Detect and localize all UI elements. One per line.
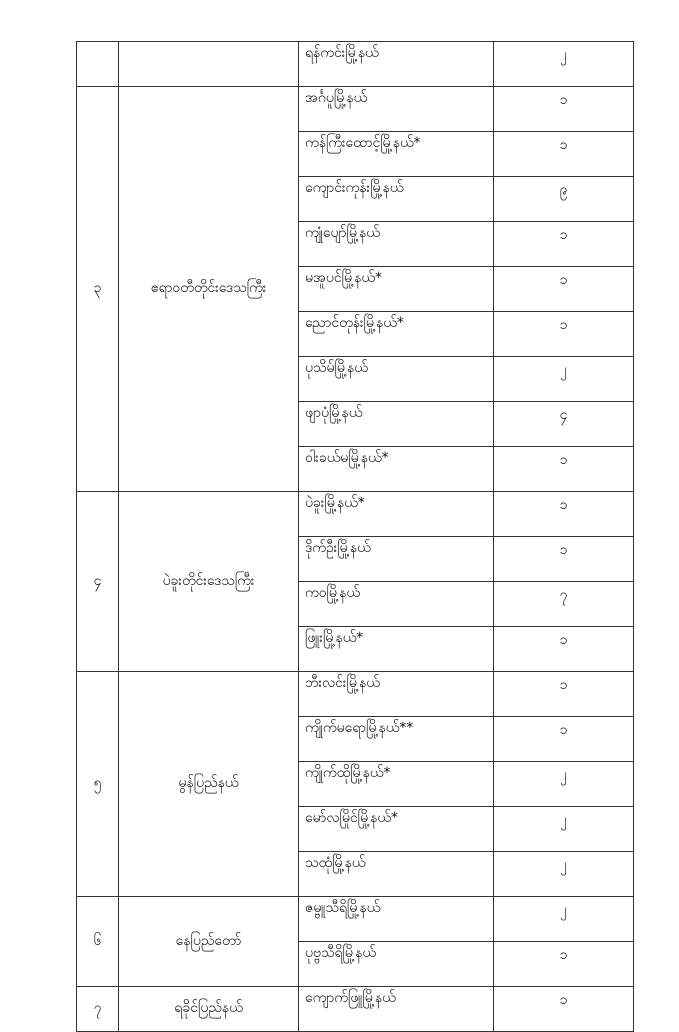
township-name: မအူပင်မြို့နယ်* <box>299 267 494 312</box>
count-value: ၁ <box>494 627 634 672</box>
township-name: ကျိုက်မရောမြို့နယ်** <box>299 717 494 762</box>
row-number: ၇ <box>77 987 119 1032</box>
count-value: ၂ <box>494 762 634 807</box>
count-value: ၁ <box>494 987 634 1032</box>
count-value: ၁ <box>494 312 634 357</box>
count-value: ၄ <box>494 402 634 447</box>
township-name: ကျောင်းကုန်းမြို့နယ် <box>299 177 494 222</box>
township-name: ကျုံပျော်မြို့နယ် <box>299 222 494 267</box>
count-value: ၁ <box>494 132 634 177</box>
count-value: ၂ <box>494 42 634 87</box>
row-number: ၄ <box>77 492 119 672</box>
region-name: နေပြည်တော် <box>119 897 299 987</box>
township-name: အင်္ဂပူမြို့နယ် <box>299 87 494 132</box>
row-number: ၃ <box>77 87 119 492</box>
count-value: ၁ <box>494 87 634 132</box>
count-value: ၁ <box>494 537 634 582</box>
table-row <box>77 492 634 537</box>
township-name: မော်လမြိုင်မြို့နယ်* <box>299 807 494 852</box>
region-name: ရခိုင်ပြည်နယ် <box>119 987 299 1032</box>
table-row <box>77 987 634 1032</box>
table-body <box>77 42 634 1032</box>
township-name: ပုဗ္ဗသီရိမြို့နယ် <box>299 942 494 987</box>
count-value: ၁ <box>494 717 634 762</box>
township-name: ဇမ္ဗူသီရိမြို့နယ် <box>299 897 494 942</box>
township-name: သထုံမြို့နယ် <box>299 852 494 897</box>
township-name: ဖျာပုံမြို့နယ် <box>299 402 494 447</box>
count-value: ၂ <box>494 897 634 942</box>
table-row <box>77 897 634 942</box>
count-value: ၂ <box>494 357 634 402</box>
township-name: ဘီးလင်းမြို့နယ် <box>299 672 494 717</box>
count-value: ၉ <box>494 177 634 222</box>
row-number <box>77 42 119 87</box>
township-name: ညောင်တုန်းမြို့နယ်* <box>299 312 494 357</box>
region-name <box>119 42 299 87</box>
township-name: ဒိုက်ဦးမြို့နယ် <box>299 537 494 582</box>
township-name: ဖြူးမြို့နယ်* <box>299 627 494 672</box>
table-row <box>77 672 634 717</box>
count-value: ၂ <box>494 807 634 852</box>
row-number: ၆ <box>77 897 119 987</box>
region-name: မွန်ပြည်နယ် <box>119 672 299 897</box>
table-row <box>77 42 634 87</box>
count-value: ၂ <box>494 852 634 897</box>
township-name: ကဝမြို့နယ် <box>299 582 494 627</box>
region-name: ပဲခူးတိုင်းဒေသကြီး <box>119 492 299 672</box>
township-name: ပဲခူးမြို့နယ်* <box>299 492 494 537</box>
count-value: ၁ <box>494 492 634 537</box>
township-name: ကျောက်ဖြူမြို့နယ် <box>299 987 494 1032</box>
count-value: ၁ <box>494 267 634 312</box>
count-value: ၁ <box>494 942 634 987</box>
township-name: ရန်ကင်းမြို့နယ် <box>299 42 494 87</box>
township-table <box>76 41 634 1032</box>
count-value: ၁ <box>494 222 634 267</box>
township-name: ဝါးခယ်မမြို့နယ်* <box>299 447 494 492</box>
count-value: ၇ <box>494 582 634 627</box>
township-name: ပုသိမ်မြို့နယ် <box>299 357 494 402</box>
table-row <box>77 87 634 132</box>
region-name: ဧရာဝတီတိုင်းဒေသကြီး <box>119 87 299 492</box>
township-name: ကျိုက်ထိုမြို့နယ်* <box>299 762 494 807</box>
township-name: ကန်ကြီးထောင့်မြို့နယ်* <box>299 132 494 177</box>
count-value: ၁ <box>494 672 634 717</box>
row-number: ၅ <box>77 672 119 897</box>
count-value: ၁ <box>494 447 634 492</box>
